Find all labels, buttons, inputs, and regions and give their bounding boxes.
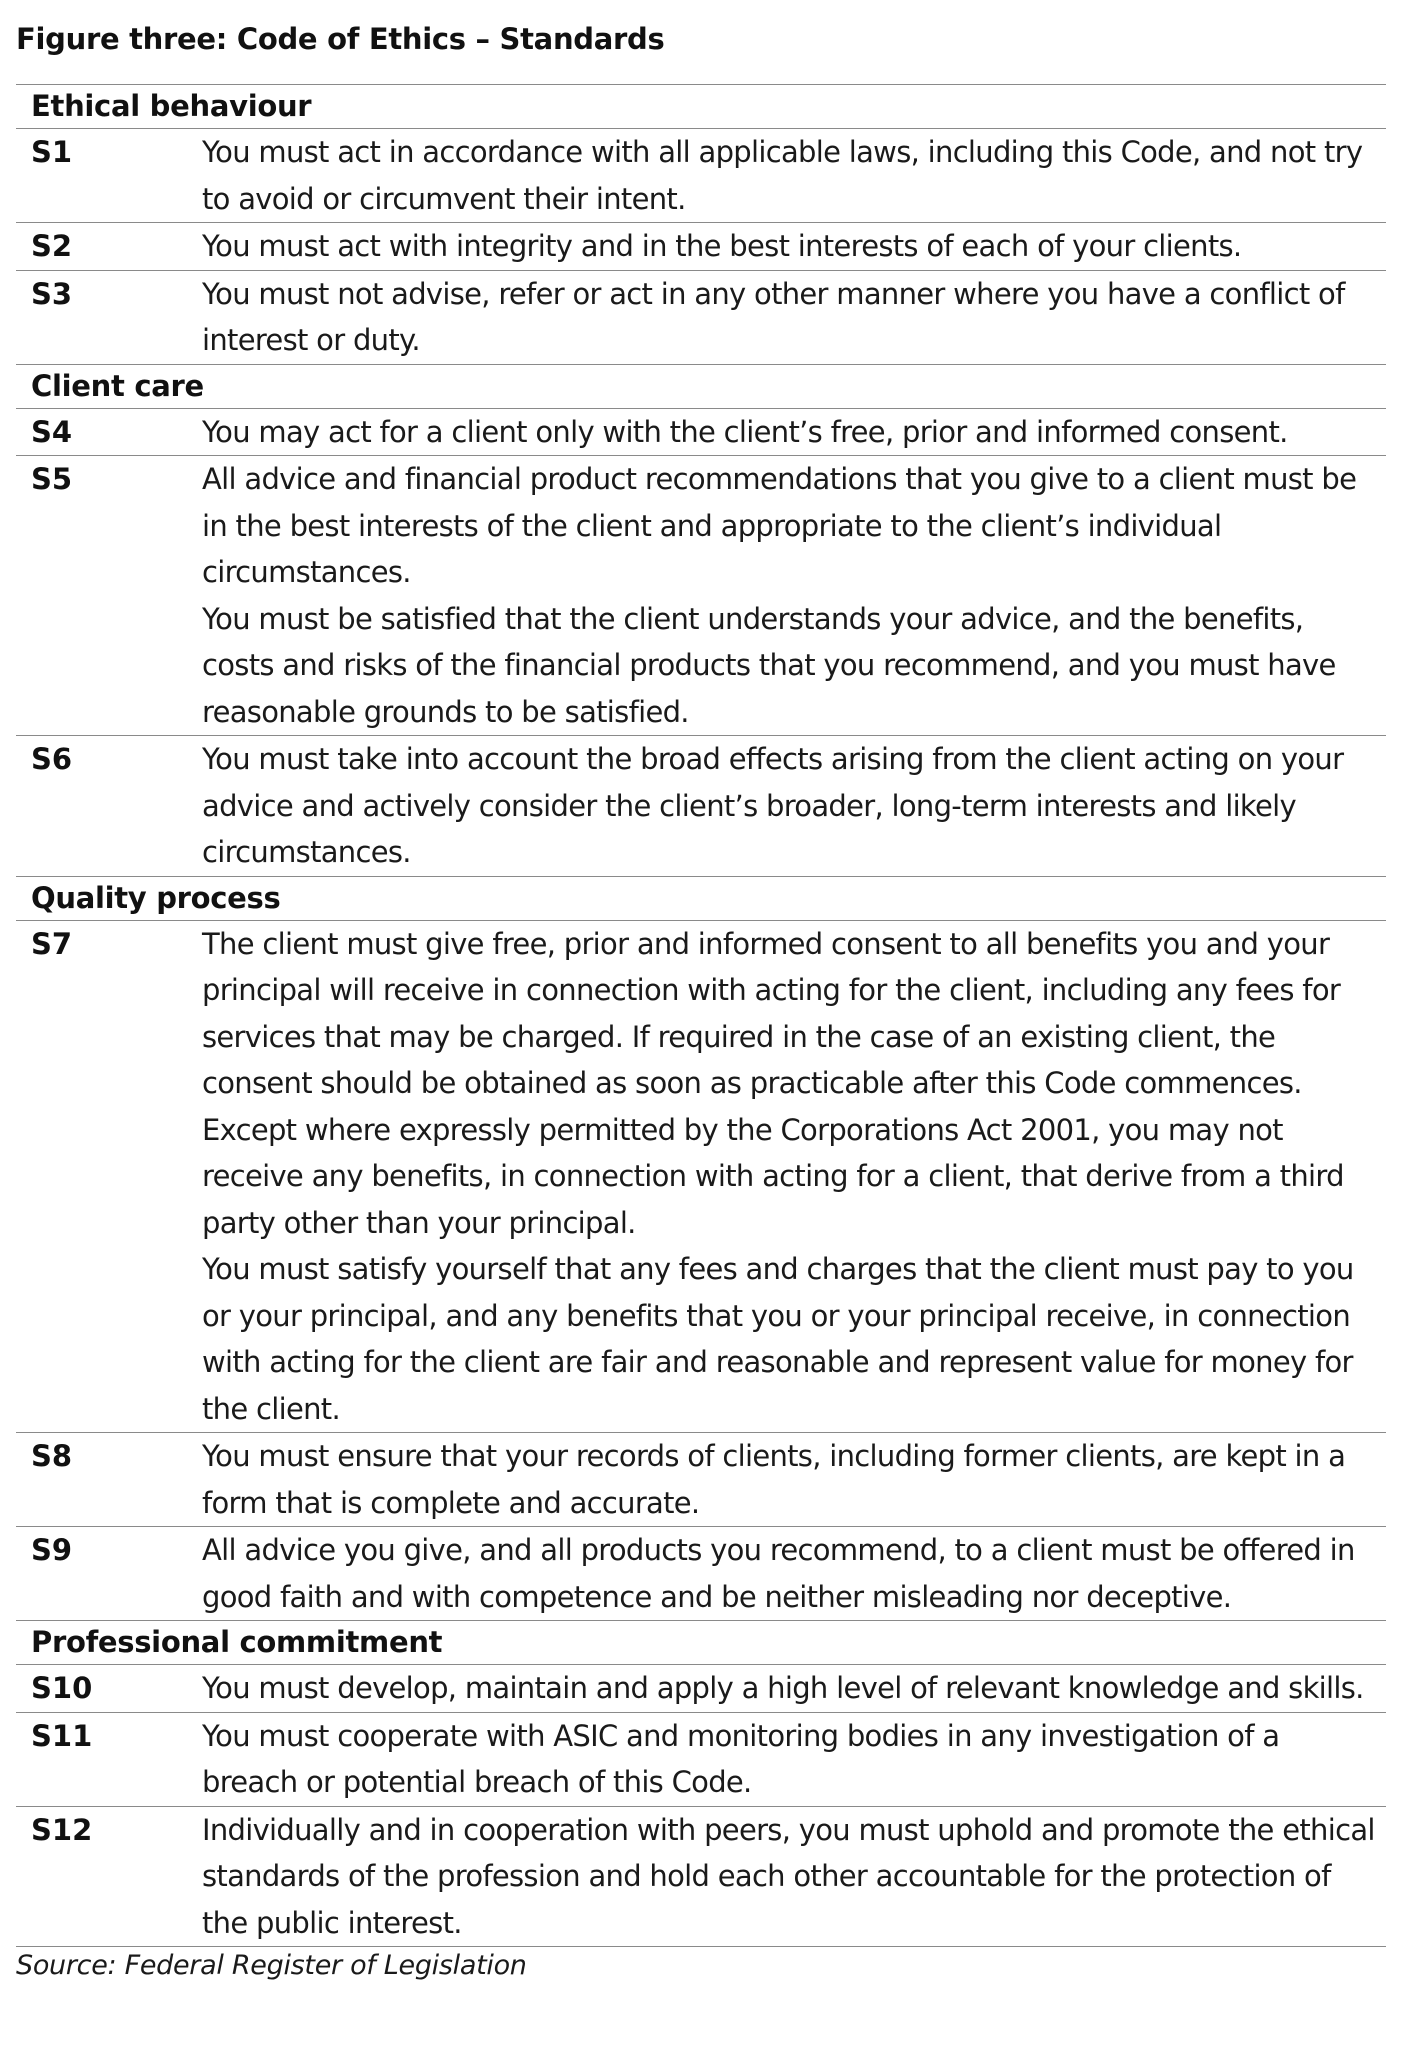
standard-text: [202, 1527, 1386, 1620]
standard-row-s10: [16, 1665, 1386, 1713]
standard-row-s1: [16, 129, 1386, 223]
standard-code: S1: [31, 135, 73, 169]
section-heading-client-care: Client care: [16, 365, 1386, 409]
standard-row-s3: [16, 271, 1386, 365]
section-heading-ethical-behaviour: Ethical behaviour: [16, 85, 1386, 129]
standard-paragraph: You may act for a client only with the client’s free, prior and informed consent.: [202, 414, 1288, 449]
standard-row-s8: [16, 1433, 1386, 1527]
standard-code: S2: [31, 229, 73, 263]
standard-paragraph: You must take into account the broad effects arising from the client acting on your advice and actively consider the client’s broader, long-term interests and likely circumstances.: [202, 742, 1344, 869]
standard-text: [202, 1713, 1386, 1806]
standard-row-s11: [16, 1713, 1386, 1807]
standard-paragraph: The client must give free, prior and informed consent to all benefits you and your principal will receive in connection with acting for the client, including any fees for services that may be charged. If required in the case of an existing client, the consent should be obtained as soon as practicable after this Code commences.: [202, 926, 1341, 1100]
standard-code: S11: [31, 1718, 93, 1753]
standard-paragraph: You must not advise, refer or act in any other manner where you have a conflict of interest or duty.: [202, 276, 1345, 357]
standard-text: [202, 1665, 1386, 1712]
standard-row-s9: [16, 1527, 1386, 1621]
standard-paragraph: You must develop, maintain and apply a high level of relevant knowledge and skills.: [202, 1671, 1364, 1705]
standards-table: [16, 84, 1386, 1947]
standard-code: S7: [31, 926, 73, 961]
standard-text: [202, 1807, 1386, 1947]
standard-row-s12: [16, 1807, 1386, 1948]
standard-row-s6: [16, 736, 1386, 877]
standard-paragraph: You must be satisfied that the client understands your advice, and the benefits, costs and risks of the financial products that you recommend, and you must have reasonable grounds to be satisfied.: [202, 601, 1336, 729]
standard-paragraph: Individually and in cooperation with peers, you must uphold and promote the ethical standards of the profession and hold each other accountable for the protection of the public interest.: [202, 1812, 1375, 1940]
standard-row-s4: [16, 409, 1386, 457]
standard-text: [202, 736, 1386, 876]
standard-paragraph: All advice and financial product recommendations that you give to a client must be in the best interests of the client and appropriate to the client’s individual circumstances.: [202, 462, 1357, 589]
standard-text: [202, 129, 1386, 222]
standard-text: [202, 456, 1386, 735]
standard-paragraph: You must act in accordance with all applicable laws, including this Code, and not try to avoid or circumvent their intent.: [202, 135, 1363, 216]
standard-text: [202, 223, 1386, 270]
standard-paragraph: Except where expressly permitted by the Corporations Act 2001, you may not receive any benefits, in connection with acting for a client, that derive from a third party other than your principal.: [202, 1112, 1344, 1240]
standard-paragraph: All advice you give, and all products you recommend, to a client must be offered in good faith and with competence and be neither misleading nor deceptive.: [202, 1533, 1355, 1614]
standard-code: S9: [31, 1533, 73, 1567]
standard-row-s7: [16, 921, 1386, 1434]
standard-paragraph: You must satisfy yourself that any fees and charges that the client must pay to you or your principal, and any benefits that you or your principal receive, in connection with acting for the client are fair and reasonable and represent value for money for the client.: [202, 1252, 1354, 1426]
standard-row-s5: [16, 456, 1386, 736]
section-heading-quality-process: Quality process: [16, 877, 1386, 921]
source-note: Source: Federal Register of Legislation: [16, 1950, 527, 1981]
standard-code: S8: [31, 1439, 73, 1473]
document-page: [16, 0, 1386, 1985]
standard-code: S3: [31, 276, 73, 311]
standard-paragraph: You must act with integrity and in the best interests of each of your clients.: [202, 229, 1242, 263]
standard-text: [202, 1433, 1386, 1526]
standard-code: S6: [31, 742, 73, 776]
standard-paragraph: You must cooperate with ASIC and monitoring bodies in any investigation of a breach or potential breach of this Code.: [202, 1718, 1280, 1799]
standard-code: S4: [31, 414, 73, 449]
figure-title: Figure three: Code of Ethics – Standards: [16, 22, 665, 56]
standard-row-s2: [16, 223, 1386, 271]
standard-code: S10: [31, 1671, 93, 1705]
standard-paragraph: You must ensure that your records of clients, including former clients, are kept in a form that is complete and accurate.: [202, 1439, 1346, 1520]
standard-code: S12: [31, 1812, 93, 1847]
standard-text: [202, 271, 1386, 364]
standard-text: [202, 921, 1386, 1433]
section-heading-professional-commitment: Professional commitment: [16, 1621, 1386, 1665]
standard-code: S5: [31, 462, 73, 496]
standard-text: [202, 409, 1386, 456]
